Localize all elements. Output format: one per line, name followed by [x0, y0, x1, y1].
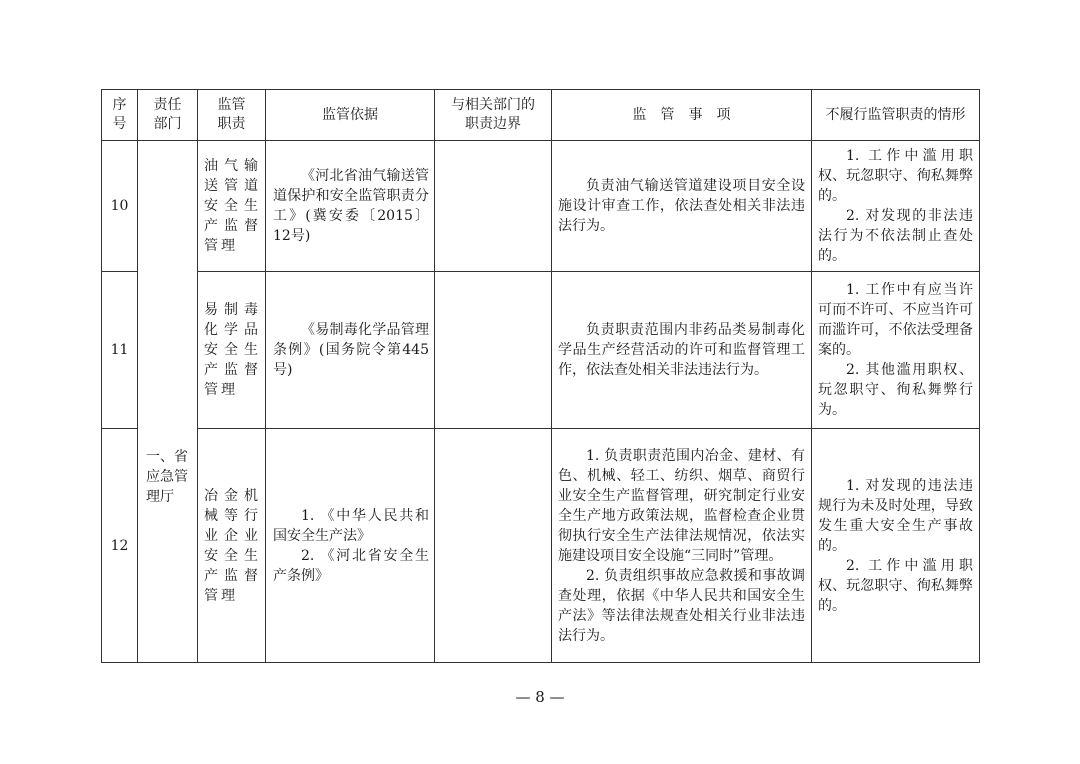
basis-item: 《河北省油气输送管道保护和安全监管职责分工》(冀安委〔2015〕12号) [273, 168, 429, 244]
matter-item: 负责油气输送管道建设项目安全设施设计审查工作，依法查处相关非法违法行为。 [558, 178, 805, 234]
matters-cell [552, 429, 812, 663]
failure-cell [812, 272, 980, 429]
table-row [102, 272, 980, 429]
row-number: 11 [102, 272, 138, 429]
matters-cell [552, 272, 812, 429]
basis-item: 1. 《中华人民共和国安全生产法》 [273, 507, 429, 544]
failure-item: 1. 对发现的违法违规行为未及时处理，导致发生重大安全生产事故的。 [818, 477, 973, 554]
duty-name: 冶金机械等行业企业安全生产监督管理 [198, 429, 266, 663]
header-boundary: 与相关部门的职责边界 [435, 90, 552, 141]
header-no: 序号 [102, 90, 138, 141]
basis-item: 《易制毒化学品管理条例》(国务院令第445号) [273, 322, 429, 378]
failure-item: 1. 工作中滥用职权、玩忽职守、徇私舞弊的。 [818, 148, 973, 204]
matter-item: 负责职责范围内非药品类易制毒化学品生产经营活动的许可和监督管理工作，依法查处相关非法违法行为。 [558, 322, 805, 378]
table-row [102, 141, 980, 272]
matters-cell [552, 141, 812, 272]
basis-cell [266, 429, 435, 663]
header-row [102, 90, 980, 141]
basis-item: 2. 《河北省安全生产条例》 [273, 547, 429, 584]
basis-cell [266, 272, 435, 429]
boundary-cell [435, 429, 552, 663]
boundary-cell [435, 272, 552, 429]
header-department: 责任部门 [138, 90, 198, 141]
header-failure: 不履行监管职责的情形 [812, 90, 980, 141]
failure-item: 1. 工作中有应当许可而不许可、不应当许可而滥许可，不依法受理备案的。 [818, 282, 973, 358]
matter-item: 1. 负责职责范围内冶金、建材、有色、机械、轻工、纺织、烟草、商贸行业安全生产监督管理，研究制定行业安全生产地方政策法规，监督检查企业贯彻执行安全生产法律法规情况，依法实施建设项目安全设施“三同时”管理。 [558, 447, 805, 564]
duty-name: 油气输送管道安全生产监督管理 [198, 141, 266, 272]
failure-cell [812, 141, 980, 272]
boundary-cell [435, 141, 552, 272]
row-number: 10 [102, 141, 138, 272]
page-number: — 8 — [515, 688, 565, 706]
table-row [102, 429, 980, 663]
basis-cell [266, 141, 435, 272]
failure-item: 2. 工作中滥用职权、玩忽职守、徇私舞弊的。 [818, 557, 973, 614]
department-name: 一、省应急管理厅 [146, 448, 188, 505]
header-basis: 监管依据 [266, 90, 435, 141]
duty-table [101, 89, 980, 663]
failure-item: 2. 对发现的非法违法行为不依法制止查处的。 [818, 208, 973, 264]
row-number: 12 [102, 429, 138, 663]
duty-name: 易制毒化学品安全生产监督管理 [198, 272, 266, 429]
responsible-department [138, 141, 198, 663]
header-matters: 监 管 事 项 [552, 90, 812, 141]
header-duty: 监管职责 [198, 90, 266, 141]
matter-item: 2. 负责组织事故应急救援和事故调查处理，依据《中华人民共和国安全生产法》等法律法规查处相关行业非法违法行为。 [558, 567, 805, 644]
failure-item: 2. 其他滥用职权、玩忽职守、徇私舞弊行为。 [818, 362, 973, 418]
failure-cell [812, 429, 980, 663]
